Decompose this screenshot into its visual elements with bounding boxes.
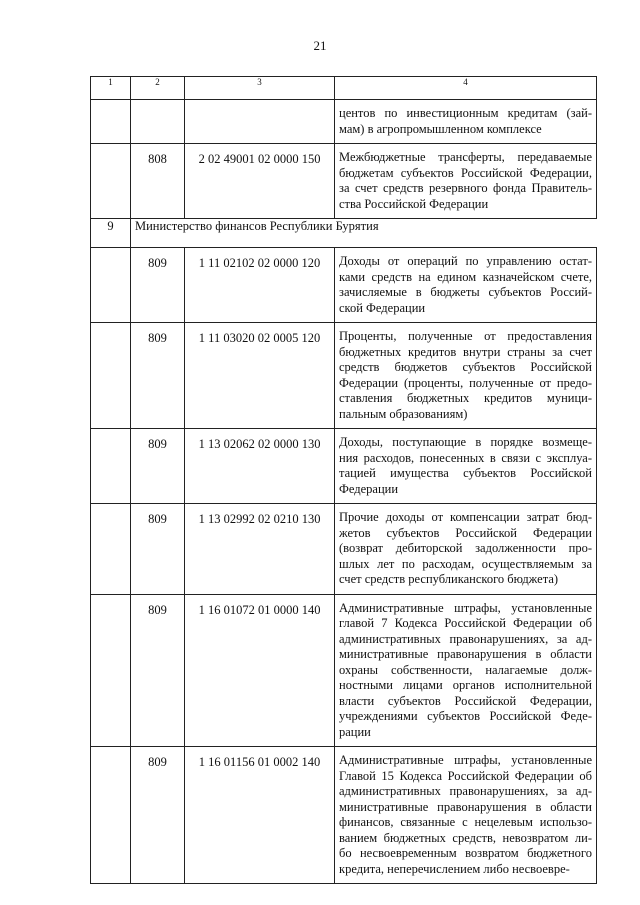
description-line: мам) в агропромышленном комплексе [339,121,542,136]
income-code-cell: 1 16 01156 01 0002 140 [185,747,335,884]
description-line: главой 7 Кодекса Российской Федерации об [339,616,592,630]
row-index-cell [91,504,131,595]
admin-code-cell: 809 [131,504,185,595]
row-index-cell [91,248,131,323]
description-line: Федерации [339,481,399,496]
row-index-cell [91,747,131,884]
table-row [91,248,597,323]
row-index-cell [91,144,131,219]
column-number: 1 [91,77,131,100]
table-row [91,504,597,595]
admin-code-cell: 809 [131,429,185,504]
description-line: средств бюджетов субъектов Российской [339,360,592,374]
description-line: учреждениями субъектов Российской Феде- [339,709,592,723]
description-line: Главой 15 Кодекса Российской Федерации об [339,768,592,783]
ministry-row [91,219,597,248]
table-row [91,594,597,747]
row-index-cell [91,323,131,429]
ministry-index: 9 [91,219,131,248]
income-description-cell [335,248,597,323]
column-numbers-row [91,77,597,100]
description-line: ния расходов, понесенных в связи с эксплуа- [339,450,592,465]
description-line: финансов, связанные с нецелевым использо- [339,815,592,829]
description-line: бюджетных кредитов внутри страны за счет [339,344,592,359]
description-line: административных правонарушениях, за ад- [339,784,592,798]
row-index-cell [91,100,131,144]
description-line: зачисляемые в бюджеты субъектов Россий- [339,285,592,299]
admin-code-cell: 808 [131,144,185,219]
column-number: 4 [335,77,597,100]
admin-code-cell: 809 [131,323,185,429]
income-description-cell [335,429,597,504]
description-line: Межбюджетные трансферты, передаваемые [339,150,592,164]
description-line: министративные правонарушения в области [339,647,592,661]
income-codes-table [90,76,597,884]
description-line: ванием бюджетных средств, невозвратом ли- [339,830,592,845]
ministry-name: Министерство финансов Республики Бурятия [131,219,597,248]
row-index-cell [91,429,131,504]
income-description-cell [335,747,597,884]
description-line: бюджетам субъектов Российской Федерации, [339,165,592,180]
description-line: рации [339,724,371,739]
income-description-cell [335,504,597,595]
table-row [91,429,597,504]
description-line: ставления бюджетных кредитов муници- [339,391,592,405]
description-line: Прочие доходы от компенсации затрат бюд- [339,510,592,524]
description-line: Федерации (проценты, полученные от предо- [339,375,592,390]
income-description-cell [335,594,597,747]
admin-code-cell [131,100,185,144]
description-line: ками средств на едином казначейском счете, [339,269,592,284]
description-line: министративные правонарушения в области [339,799,592,814]
admin-code-cell: 809 [131,248,185,323]
description-line: тацией имущества субъектов Российской [339,466,592,480]
row-index-cell [91,594,131,747]
table-row [91,100,597,144]
description-line: власти субъектов Российской Федерации, [339,693,592,708]
column-number: 2 [131,77,185,100]
description-line: за счет средств резервного фонда Правитель- [339,181,592,195]
income-description-cell [335,323,597,429]
description-line: охраны собственности, налагаемые долж- [339,662,592,677]
admin-code-cell: 809 [131,747,185,884]
description-line: жетов субъектов Российской Федерации [339,525,592,540]
description-line: кредита, неперечислением либо несвоевре- [339,861,570,876]
income-code-cell: 1 11 03020 02 0005 120 [185,323,335,429]
description-line: счет средств республиканского бюджета) [339,572,559,586]
description-line: ства Российской Федерации [339,196,489,211]
description-line: пальным образованиям) [339,406,468,421]
description-line: административных правонарушениях, за ад- [339,631,592,646]
income-code-cell: 1 11 02102 02 0000 120 [185,248,335,323]
table-row [91,144,597,219]
income-code-cell: 1 16 01072 01 0000 140 [185,594,335,747]
admin-code-cell: 809 [131,594,185,747]
description-line: Доходы, поступающие в порядке возмеще- [339,435,592,449]
description-line: шлых лет по расходам, осуществляемым за [339,556,592,571]
income-code-cell: 1 13 02062 02 0000 130 [185,429,335,504]
description-line: бо несвоевременным возвратом бюджетного [339,846,592,860]
description-line: центов по инвестиционным кредитам (зай- [339,106,592,120]
description-line: ской Федерации [339,300,426,315]
income-code-cell [185,100,335,144]
description-line: Доходы от операций по управлению остат- [339,254,592,268]
income-code-cell: 1 13 02992 02 0210 130 [185,504,335,595]
column-number: 3 [185,77,335,100]
description-line: Проценты, полученные от предоставления [339,329,592,343]
income-description-cell [335,100,597,144]
table-row [91,323,597,429]
page-number: 21 [313,38,327,53]
description-line: ностными лицами органов исполнительной [339,678,592,692]
description-line: Административные штрафы, установленные [339,600,592,615]
table-row [91,747,597,884]
income-code-cell: 2 02 49001 02 0000 150 [185,144,335,219]
income-description-cell [335,144,597,219]
description-line: (возврат дебиторской задолженности про- [339,541,592,555]
description-line: Административные штрафы, установленные [339,753,592,767]
